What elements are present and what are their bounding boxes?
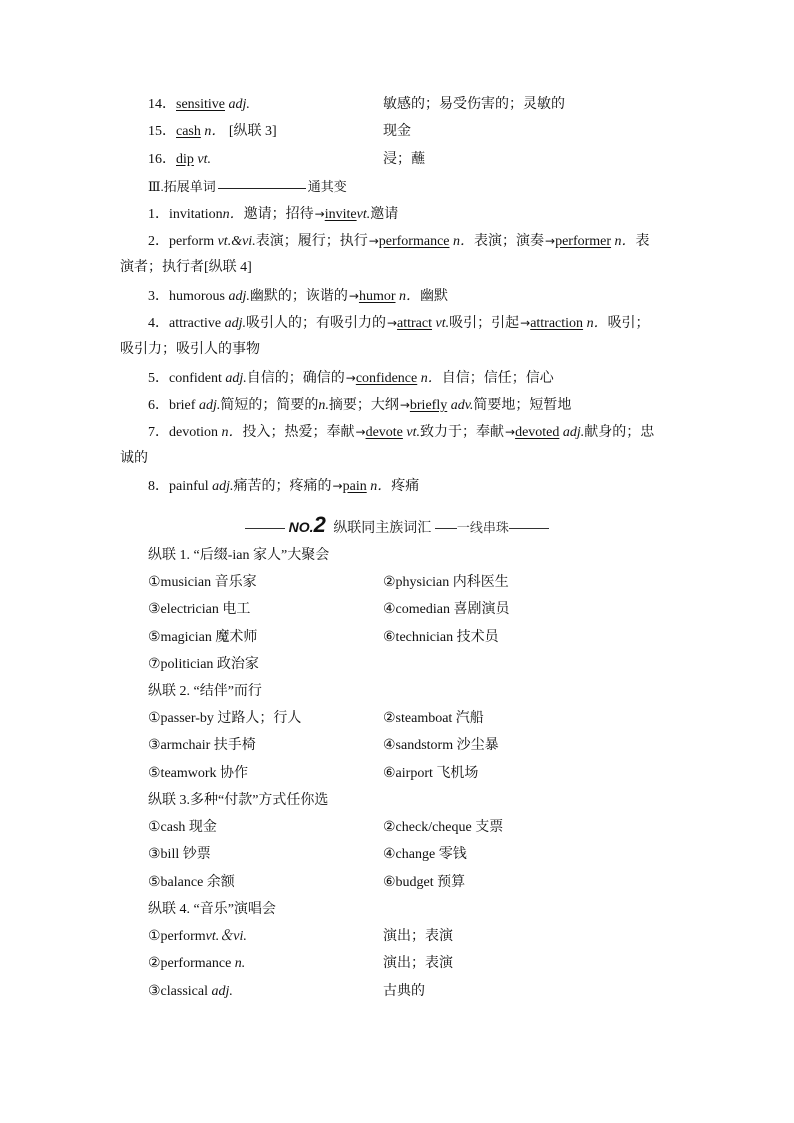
group-2-item: ①passer-by 过路人；行人 [148,711,302,726]
group-1-item: ⑤magician 魔术师 [148,630,258,645]
ext-item-8: 8．painful adj.痛苦的；疼痛的→pain n．疼痛 [148,479,420,494]
ext-item-7-cont: 诚的 [120,451,148,466]
vocab-meaning-15: 现金 [383,124,411,139]
group-3-item: ②check/cheque 支票 [383,820,504,835]
ext-item-4-cont: 吸引力；吸引人的事物 [120,342,260,357]
group-1-item: ⑦politician 政治家 [148,657,259,672]
group-1-item: ②physician 内科医生 [383,575,509,590]
vocab-item-14: 14．sensitive adj. [148,97,250,112]
group-2-item: ⑤teamwork 协作 [148,766,249,781]
group-1-item: ①musician 音乐家 [148,575,257,590]
group-3-item: ③bill 钞票 [148,847,211,862]
divider-right [509,528,549,529]
group-1-item: ④comedian 喜剧演员 [383,602,510,617]
section-3-title: Ⅲ.拓展单词 通其变 [148,179,347,194]
group-2-item: ④sandstorm 沙尘暴 [383,738,499,753]
divider-left [245,528,285,529]
group-2-item: ②steamboat 汽船 [383,711,484,726]
vocab-item-15: 15．cash n． [纵联 3] [148,124,277,139]
vocab-item-16: 16．dip vt. [148,152,211,167]
group-2-item: ⑥airport 飞机场 [383,766,479,781]
vocab-meaning-14: 敏感的；易受伤害的；灵敏的 [383,97,565,112]
ext-item-2-cont: 演者；执行者[纵联 4] [120,260,252,275]
ext-item-3: 3．humorous adj.幽默的；诙谐的→humor n．幽默 [148,289,449,304]
group-4-title: 纵联 4. “音乐”演唱会 [148,902,276,917]
group-3-item: ⑤balance 余额 [148,875,235,890]
group-4-meaning: 古典的 [383,984,425,999]
ext-item-2: 2．perform vt.&vi.表演；履行；执行→performance n．表演；演奏→performer n．表 [148,234,650,249]
divider-mid [435,528,457,529]
group-4-item: ③classical adj. [148,984,233,999]
group-3-item: ④change 零钱 [383,847,467,862]
ext-item-7: 7．devotion n．投入；热爱；奉献→devote vt.致力于；奉献→devoted adj.献身的；忠 [148,425,655,440]
vocab-meaning-16: 浸；蘸 [383,152,425,167]
ext-item-6: 6．brief adj.简短的；简要的n.摘要；大纲→briefly adv.简要地；短暂地 [148,398,572,413]
group-4-item: ②performance n. [148,956,246,971]
group-2-item: ③armchair 扶手椅 [148,738,256,753]
group-1-item: ⑥technician 技术员 [383,630,499,645]
ext-item-1: 1．invitationn．邀请；招待→invitevt.邀请 [148,207,399,222]
group-1-title: 纵联 1. “后缀-ian 家人”大聚会 [148,548,330,563]
ext-item-5: 5．confident adj.自信的；确信的→confidence n．自信；信任；信心 [148,371,554,386]
group-3-item: ⑥budget 预算 [383,875,466,890]
section-2-header: NO.2 纵联同主族词汇 一线串珠 [0,512,794,534]
group-4-meaning: 演出；表演 [383,956,453,971]
group-4-item: ①performvt.＆vi. [148,929,247,944]
group-4-meaning: 演出；表演 [383,929,453,944]
group-3-item: ①cash 现金 [148,820,217,835]
ext-item-4: 4．attractive adj.吸引人的；有吸引力的→attract vt.吸引；引起→attraction n．吸引； [148,316,650,331]
group-3-title: 纵联 3.多种“付款”方式任你选 [148,793,329,808]
group-2-title: 纵联 2. “结伴”而行 [148,684,262,699]
group-1-item: ③electrician 电工 [148,602,251,617]
